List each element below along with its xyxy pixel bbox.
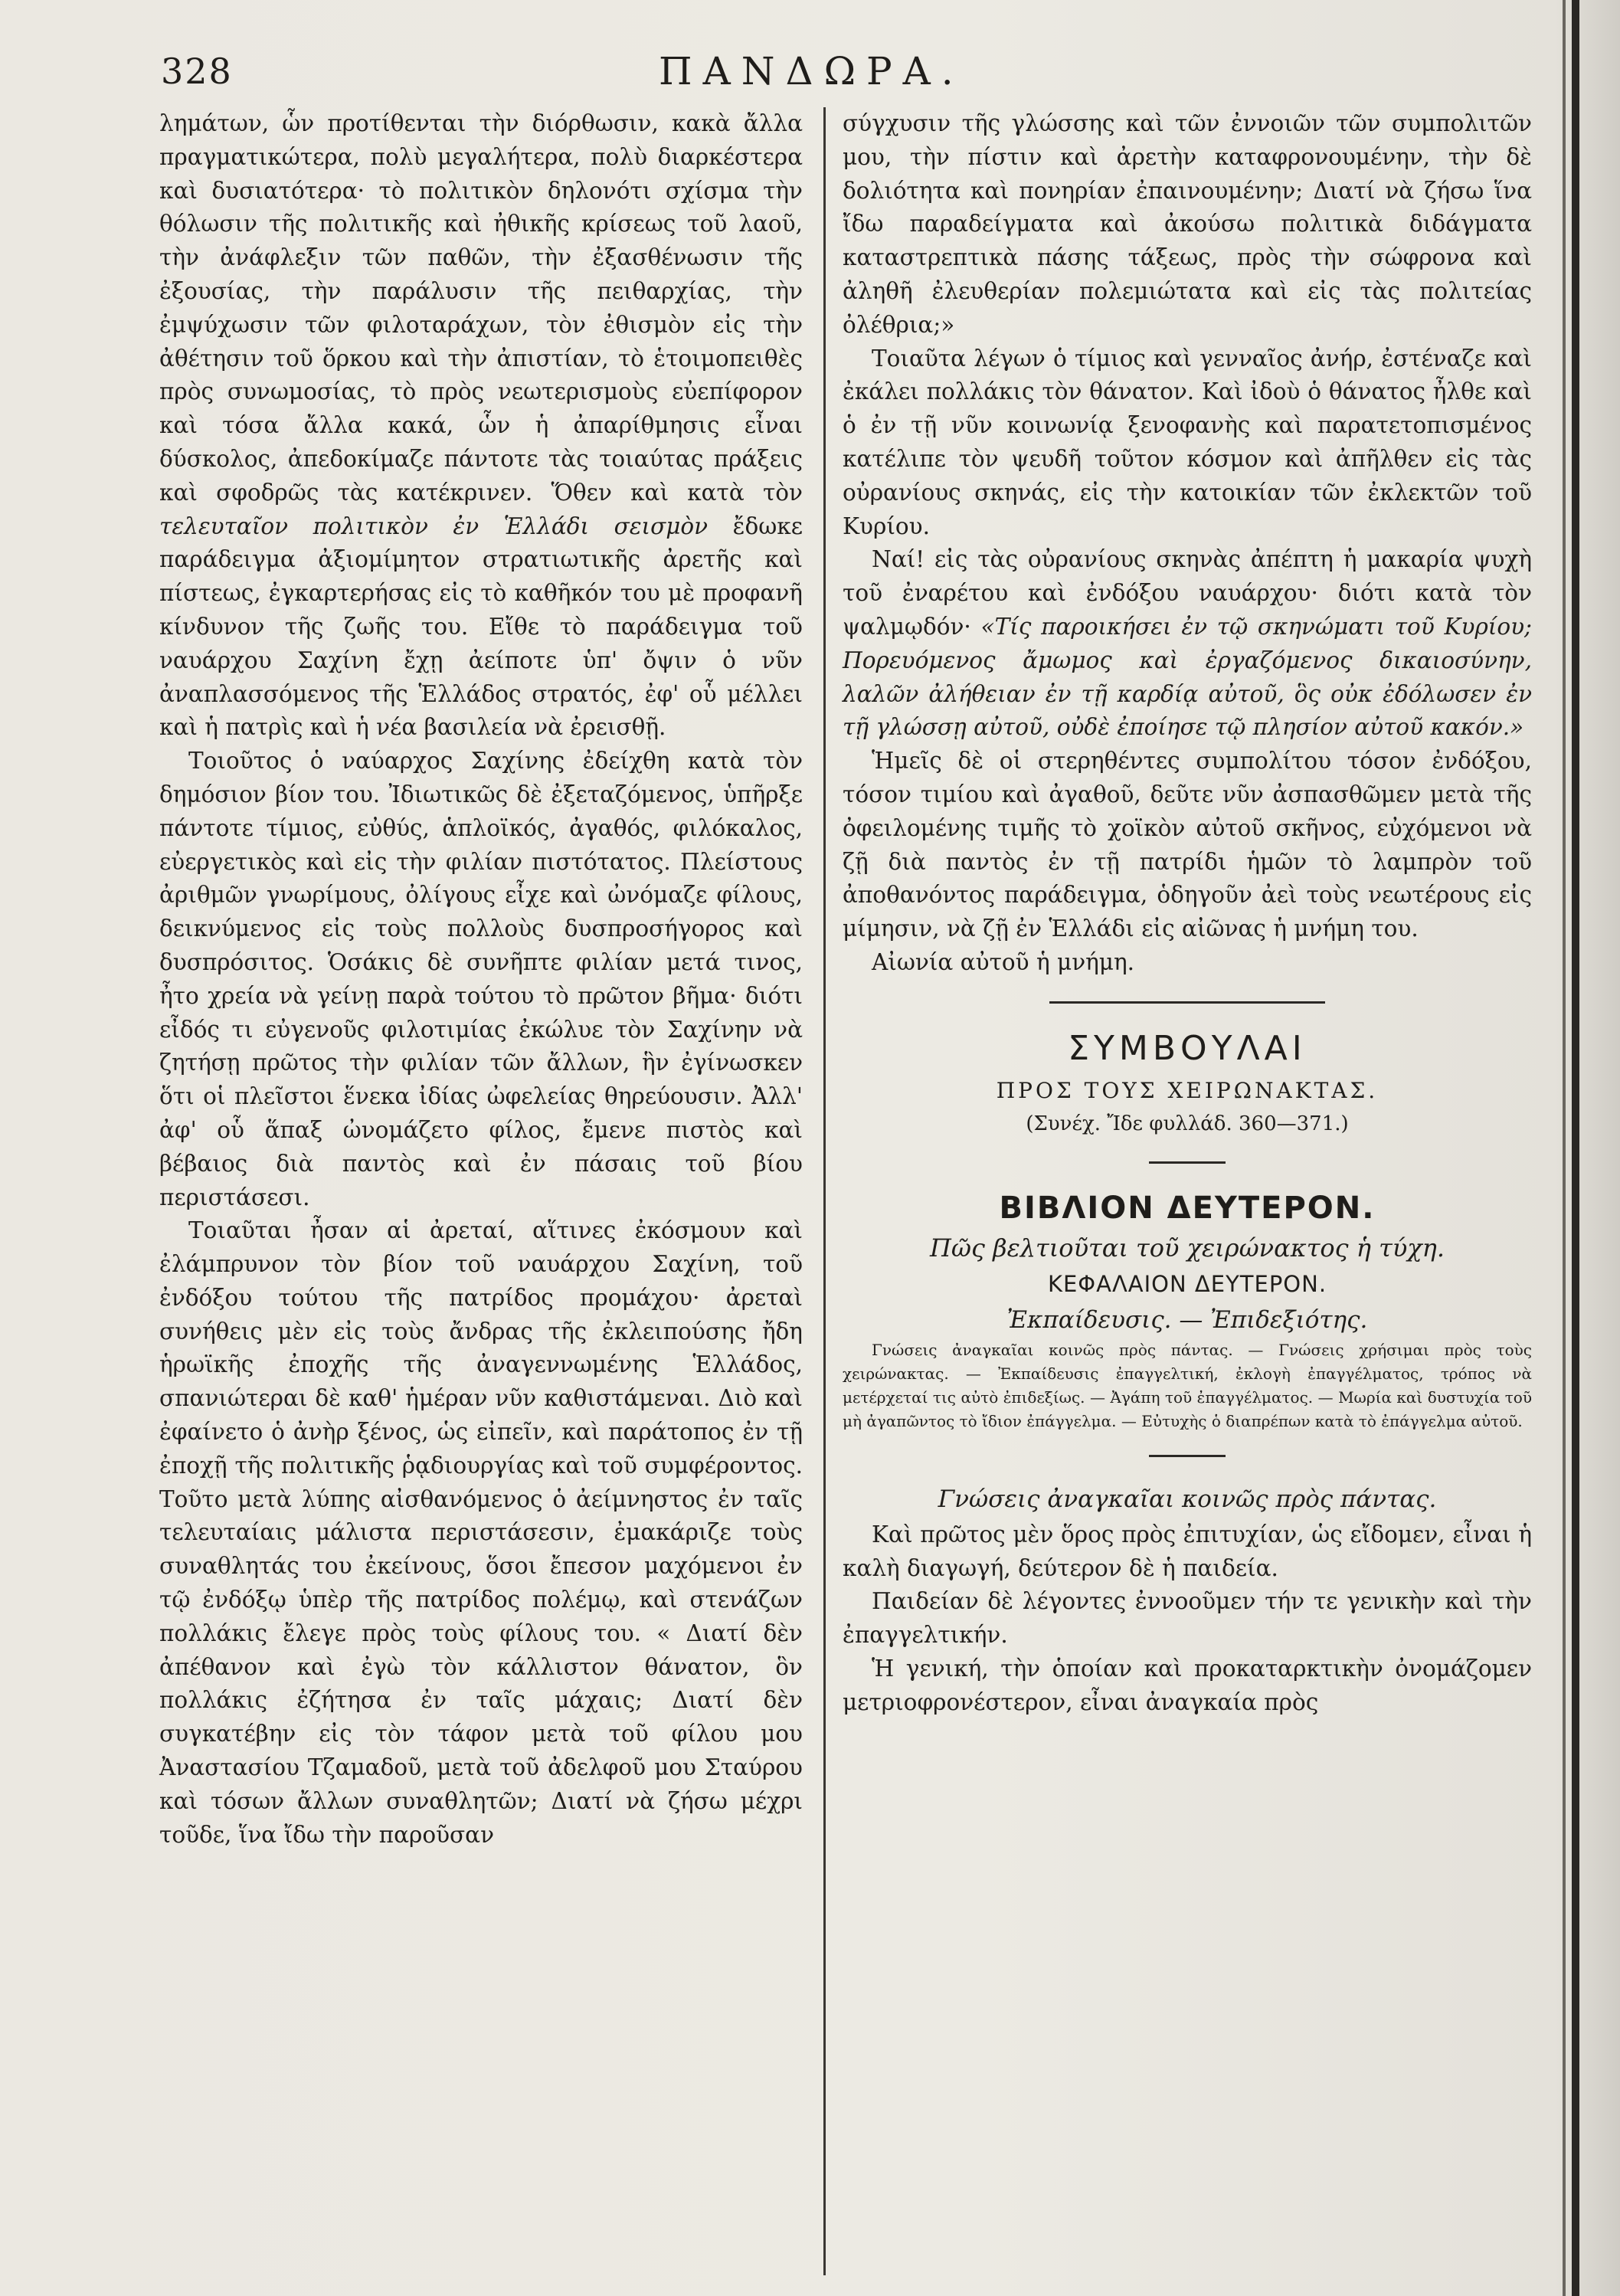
section-subtitle: ΠΡΟΣ ΤΟΥΣ ΧΕΙΡΩΝΑΚΤΑΣ. [996, 1077, 1379, 1103]
book-title: ΒΙΒΛΙΟΝ ΔΕΥΤΕΡΟΝ. [999, 1190, 1376, 1226]
chapter-subtitle: Ἐκπαίδευσις. — Ἐπιδεξιότης. [1006, 1305, 1368, 1334]
book-divider [1149, 1161, 1226, 1164]
binding-edge [1572, 0, 1579, 2296]
left-paragraph-3: Τοιαῦται ἦσαν αἱ ἀρεταί, αἵτινες ἐκόσμουν καὶ ἐλάμπρυνον τὸν βίον τοῦ ναυάρχου Σαχίνη, τοῦ ἐνδόξου τούτου τῆς πατρίδος προμάχου· ἀρεταὶ συνήθεις μὲν εἰς τοὺς ἄνδρας τῆς ἐκλειπούσης ἤδη ἡρωϊκῆς ἐποχῆς τῆς ἀναγεννωμένης Ἑλλάδος, σπανιώτεραι δὲ καθ' ἡμέραν νῦν καθιστάμεναι. Διὸ καὶ ἐφαίνετο ὁ ἀνὴρ ξένος, ὡς εἰπεῖν, καὶ παράτοπος ἐν τῇ ἐποχῇ τῆς πολιτικῆς ῥᾳδιουργίας καὶ τοῦ συμφέροντος. Τοῦτο μετὰ λύπης αἰσθανόμενος ὁ ἀείμνηστος ἐν ταῖς τελευταίαις μάλιστα περιστάσεσιν, ἐμακάριζε τοὺς συναθλητάς του ἐκείνους, ὅσοι ἔπεσον μαχόμενοι ἐν τῷ ἐνδόξῳ ὑπὲρ τῆς πατρίδος πολέμῳ, καὶ στενάζων πολλάκις ἔλεγε πρὸς τοὺς φίλους του. « Διατί δὲν ἀπέθανον καὶ ἐγὼ τὸν κάλλιστον θάνατον, ὃν πολλάκις ἐζήτησα ἐν ταῖς μάχαις; Διατί δὲν συγκατέβην εἰς τὸν τάφον μετὰ τοῦ φίλου μου Ἀναστασίου Τζαμαδοῦ, μετὰ τοῦ ἀδελφοῦ μου Σταύρου καὶ τόσων ἄλλων συναθλητῶν; Διατί νὰ ζήσω μέχρι τοῦδε, ἵνα ἴδω τὴν παροῦσαν [159, 1217, 803, 1848]
book-subtitle: Πῶς βελτιοῦται τοῦ χειρώνακτος ἡ τύχη. [930, 1233, 1445, 1263]
chapter-summary: Γνώσεις ἀναγκαῖαι κοινῶς πρὸς πάντας. — Γνώσεις χρήσιμαι πρὸς τοὺς χειρώνακτας. — Ἐκπαίδευσις ἐπαγγελτική, ἐκλογὴ ἐπαγγέλματος, τρόπος νὰ μετέρχεταί τις αὐτὸ ἐπιδεξίως. — Ἀγάπη τοῦ ἐπαγγέλματος. — Μωρία καὶ δυστυχία τοῦ μὴ ἀγαπῶντος τὸ ἴδιον ἐπάγγελμα. — Εὐτυχὴς ὁ διαπρέπων κατὰ τὸ ἐπάγγελμα αὐτοῦ. [843, 1340, 1532, 1430]
right-column [843, 107, 1532, 1720]
page-header [153, 44, 1524, 98]
section-divider [1049, 1001, 1325, 1004]
right-paragraph-8: Ἡ γενική, τὴν ὁποίαν καὶ προκαταρκτικὴν ὀνομάζομεν μετριοφρονέστερον, εἶναι ἀναγκαία πρὸς [843, 1655, 1532, 1715]
binding-edge-inner [1563, 0, 1566, 2296]
left-paragraph-2: Τοιοῦτος ὁ ναύαρχος Σαχίνης ἐδείχθη κατὰ τὸν δημόσιον βίον του. Ἰδιωτικῶς δὲ ἐξεταζόμενος, ὑπῆρξε πάντοτε τίμιος, εὐθύς, ἁπλοϊκός, ἀγαθός, φιλόκαλος, εὐεργετικὸς καὶ εἰς τὴν φιλίαν πιστότατος. Πλείστους ἀριθμῶν γνωρίμους, ὀλίγους εἶχε καὶ ὠνόμαζε φίλους, δεικνύμενος εἰς τοὺς πολλοὺς δυσπροσήγορος καὶ δυσπρόσιτος. Ὁσάκις δὲ συνῆπτε φιλίαν μετά τινος, ἦτο χρεία νὰ γείνῃ παρὰ τούτου τὸ πρῶτον βῆμα· διότι εἶδός τι εὐγενοῦς φιλοτιμίας ἐκώλυε τὸν Σαχίνην νὰ ζητήσῃ πρῶτος τὴν φιλίαν τῶν ἄλλων, ἣν ἐγίνωσκεν ὅτι οἱ πλεῖστοι ἕνεκα ἰδίας ὠφελείας θηρεύουσιν. Ἀλλ' ἀφ' οὗ ἅπαξ ὠνομάζετο φίλος, ἔμενε πιστὸς καὶ βέβαιος διὰ παντὸς καὶ ἐν πάσαις τοῦ βίου περιστάσεσι. [159, 748, 803, 1210]
running-title: ΠΑΝΔΩΡΑ. [659, 49, 964, 93]
right-paragraph-6: Καὶ πρῶτος μὲν ὅρος πρὸς ἐπιτυχίαν, ὡς εἴδομεν, εἶναι ἡ καλὴ διαγωγή, δεύτερον δὲ ἡ παιδεία. [843, 1521, 1532, 1581]
summary-divider [1149, 1455, 1226, 1457]
section-title: ΣΥΜΒΟΥΛΑΙ [1068, 1028, 1307, 1068]
column-divider [823, 107, 826, 2275]
chapter-title: ΚΕΦΑΛΑΙΟΝ ΔΕΥΤΕΡΟΝ. [1047, 1270, 1327, 1297]
left-column [159, 107, 803, 1852]
right-paragraph-7: Παιδείαν δὲ λέγοντες ἐννοοῦμεν τήν τε γενικὴν καὶ τὴν ἐπαγγελτικήν. [843, 1588, 1532, 1649]
right-paragraph-3: Ναί! εἰς τὰς οὐρανίους σκηνὰς ἀπέπτη ἡ μακαρία ψυχὴ τοῦ ἐναρέτου καὶ ἐνδόξου ναυάρχου· διότι κατὰ τὸν ψαλμῳδόν· «Τίς παροικήσει ἐν τῷ σκηνώματι τοῦ Κυρίου; Πορευόμενος ἄμωμος καὶ ἐργαζόμενος δικαιοσύνην, λαλῶν ἀλήθειαν ἐν τῇ καρδίᾳ αὐτοῦ, ὃς οὐκ ἐδόλωσεν ἐν τῇ γλώσσῃ αὐτοῦ, οὐδὲ ἐποίησε τῷ πλησίον αὐτοῦ κακόν.» [843, 546, 1532, 741]
subsection-heading: Γνώσεις ἀναγκαῖαι κοινῶς πρὸς πάντας. [938, 1485, 1437, 1513]
left-paragraph-1: λημάτων, ὧν προτίθενται τὴν διόρθωσιν, κακὰ ἄλλα πραγματικώτερα, πολὺ μεγαλήτερα, πολὺ διαρκέστερα καὶ δυσιατότερα· τὸ πολιτικὸν δηλονότι σχίσμα τὴν θόλωσιν τῆς πολιτικῆς καὶ ἠθικῆς κρίσεως τοῦ λαοῦ, τὴν ἀνάφλεξιν τῶν παθῶν, τὴν ἐξασθένωσιν τῆς ἐξουσίας, τὴν παράλυσιν τῆς πειθαρχίας, τὴν ἐμψύχωσιν τῶν φιλοταράχων, τὸν ἐθισμὸν εἰς τὴν ἀθέτησιν τοῦ ὅρκου καὶ τὴν ἀπιστίαν, τὸ ἑτοιμοπειθὲς πρὸς συνωμοσίας, τὸ πρὸς νεωτερισμοὺς εὐεπίφορον καὶ τόσα ἄλλα κακά, ὧν ἡ ἀπαρίθμησις εἶναι δύσκολος, ἀπεδοκίμαζε πάντοτε τὰς τοιαύτας πράξεις καὶ σφοδρῶς τὰς κατέκρινεν. Ὅθεν καὶ κατὰ τὸν τελευταῖον πολιτικὸν ἐν Ἑλλάδι σεισμὸν ἔδωκε παράδειγμα ἀξιομίμητον στρατιωτικῆς ἀρετῆς καὶ πίστεως, ἐγκαρτερήσας εἰς τὸ καθῆκόν του μὲ προφανῆ κίνδυνον τῆς ζωῆς του. Εἴθε τὸ παράδειγμα τοῦ ναυάρχου Σαχίνη ἔχῃ ἀείποτε ὑπ' ὄψιν ὁ νῦν ἀναπλασσόμενος τῆς Ἑλλάδος στρατός, ἐφ' οὗ μέλλει καὶ ἡ πατρὶς καὶ ἡ νέα βασιλεία νὰ ἐρεισθῇ. [159, 110, 803, 741]
page-number: 328 [161, 51, 233, 92]
right-paragraph-2: Τοιαῦτα λέγων ὁ τίμιος καὶ γενναῖος ἀνήρ, ἐστέναζε καὶ ἐκάλει πολλάκις τὸν θάνατον. Καὶ ἰδοὺ ὁ θάνατος ἦλθε καὶ ὁ ἐν τῇ νῦν κοινωνίᾳ ξενοφανὴς καὶ παρατετοπισμένος κατέλιπε τὸν ψευδῆ τοῦτον κόσμον καὶ ἀπῆλθεν εἰς τὰς οὐρανίους σκηνάς, εἰς τὴν κατοικίαν τῶν ἐκλεκτῶν τοῦ Κυρίου. [843, 345, 1532, 539]
section-reference: (Συνέχ. Ἴδε φυλλάδ. 360—371.) [1026, 1112, 1349, 1135]
right-paragraph-4: Ἡμεῖς δὲ οἱ στερηθέντες συμπολίτου τόσον ἐνδόξου, τόσον τιμίου καὶ ἀγαθοῦ, δεῦτε νῦν ἀσπασθῶμεν μετὰ τῆς ὀφειλομένης τιμῆς τὸ χοϊκὸν αὐτοῦ σκῆνος, εὐχόμενοι νὰ ζῇ διὰ παντὸς ἐν τῇ πατρίδι ἡμῶν τὸ λαμπρὸν τοῦ ἀποθανόντος παράδειγμα, ὁδηγοῦν ἀεὶ τοὺς νεωτέρους εἰς μίμησιν, νὰ ζῇ ἐν Ἑλλάδι εἰς αἰῶνας ἡ μνήμη του. [843, 748, 1532, 942]
right-paragraph-5: Αἰωνία αὐτοῦ ἡ μνήμη. [872, 948, 1135, 975]
right-paragraph-1: σύγχυσιν τῆς γλώσσης καὶ τῶν ἐννοιῶν τῶν συμπολιτῶν μου, τὴν πίστιν καὶ ἀρετὴν καταφρονουμένην, τὴν δὲ δολιότητα καὶ πονηρίαν ἐπαινουμένην; Διατί νὰ ζήσω ἵνα ἴδω παραδείγματα καὶ ἀκούσω πολιτικὰ διδάγματα καταστρεπτικὰ πάσης τάξεως, πρὸς τὴν σώφρονα καὶ ἀληθῆ ἐλευθερίαν πολεμιώτατα καὶ εἰς τὰς πολιτείας ὀλέθρια;» [843, 110, 1532, 338]
psalm-quote: «Τίς παροικήσει ἐν τῷ σκηνώματι τοῦ Κυρίου; Πορευόμενος ἄμωμος καὶ ἐργαζόμενος δικαιοσύνην, λαλῶν ἀλήθειαν ἐν τῇ καρδίᾳ αὐτοῦ, ὃς οὐκ ἐδόλωσεν ἐν τῇ γλώσσῃ αὐτοῦ, οὐδὲ ἐποίησε τῷ πλησίον αὐτοῦ κακόν.» [843, 613, 1532, 741]
left-italic-phrase: τελευταῖον πολιτικὸν ἐν Ἑλλάδι σεισμὸν [159, 513, 709, 539]
